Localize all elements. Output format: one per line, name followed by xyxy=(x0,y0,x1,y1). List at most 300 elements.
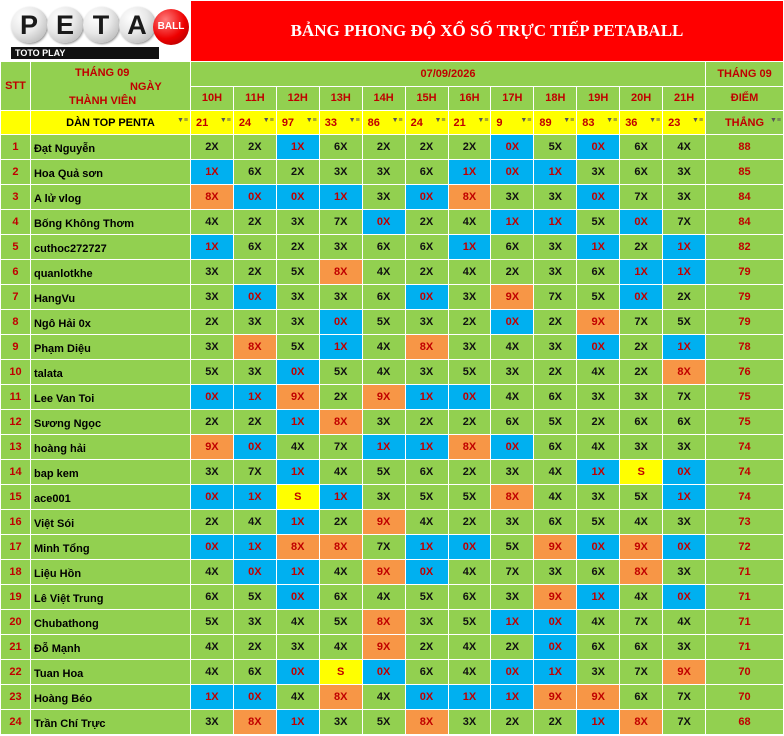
row-number: 4 xyxy=(1,210,31,235)
member-name: HangVu xyxy=(30,285,190,310)
result-cell: 2X xyxy=(362,135,405,160)
result-cell: S xyxy=(620,460,663,485)
member-row xyxy=(1,285,784,310)
score-value: 79 xyxy=(706,260,784,285)
result-cell: 2X xyxy=(534,360,577,385)
result-cell: 0X xyxy=(405,685,448,710)
result-cell: 4X xyxy=(663,135,706,160)
result-cell: 6X xyxy=(534,510,577,535)
score-value: 71 xyxy=(706,635,784,660)
result-cell: 2X xyxy=(233,260,276,285)
result-cell: 5X xyxy=(405,585,448,610)
member-name: A lử vlog xyxy=(30,185,190,210)
top-number: 36 xyxy=(625,116,638,129)
result-cell: 7X xyxy=(620,310,663,335)
result-cell: 9X xyxy=(534,685,577,710)
filter-dropdown-icon[interactable]: ▼≡ xyxy=(563,117,575,124)
result-cell: 0X xyxy=(577,185,620,210)
result-cell: 4X xyxy=(448,660,491,685)
result-cell: 9X xyxy=(534,535,577,560)
hour-header: 13H xyxy=(319,86,362,111)
filter-dropdown-icon[interactable]: ▼≡ xyxy=(434,117,446,124)
result-cell: 9X xyxy=(491,285,534,310)
result-cell: 3X xyxy=(448,335,491,360)
result-cell: 7X xyxy=(663,710,706,735)
result-cell: 3X xyxy=(233,360,276,385)
result-cell: 9X xyxy=(362,385,405,410)
row-number: 24 xyxy=(1,710,31,735)
filter-dropdown-icon[interactable]: ▼≡ xyxy=(176,117,188,124)
result-cell: 5X xyxy=(448,360,491,385)
member-name: Hoàng Béo xyxy=(30,685,190,710)
result-cell: 0X xyxy=(663,535,706,560)
result-cell: 7X xyxy=(319,210,362,235)
logo-letter: T xyxy=(83,7,119,43)
member-row xyxy=(1,185,784,210)
result-cell: 0X xyxy=(491,310,534,335)
score-value: 88 xyxy=(706,135,784,160)
peta-logo xyxy=(1,1,187,61)
result-cell: 9X xyxy=(362,510,405,535)
result-cell: 2X xyxy=(190,510,233,535)
result-cell: 3X xyxy=(190,460,233,485)
logo-letter: A xyxy=(119,7,155,43)
result-cell: 2X xyxy=(620,335,663,360)
top-number-filter[interactable] xyxy=(577,111,620,135)
row-number: 15 xyxy=(1,485,31,510)
result-cell: 5X xyxy=(319,610,362,635)
result-cell: 0X xyxy=(534,610,577,635)
result-cell: 1X xyxy=(534,210,577,235)
result-cell: 0X xyxy=(491,135,534,160)
hour-header: 14H xyxy=(362,86,405,111)
result-cell: 5X xyxy=(190,360,233,385)
result-cell: 0X xyxy=(233,685,276,710)
result-cell: 2X xyxy=(491,635,534,660)
row-number: 23 xyxy=(1,685,31,710)
top-number-filter[interactable] xyxy=(405,111,448,135)
result-cell: 1X xyxy=(405,385,448,410)
result-cell: 6X xyxy=(319,585,362,610)
result-cell: 7X xyxy=(319,435,362,460)
result-cell: 9X xyxy=(276,385,319,410)
result-cell: 2X xyxy=(233,635,276,660)
result-cell: 4X xyxy=(362,685,405,710)
top-number: 9 xyxy=(496,116,503,129)
score-value: 71 xyxy=(706,585,784,610)
result-cell: 1X xyxy=(577,235,620,260)
result-cell: 5X xyxy=(405,485,448,510)
result-cell: 4X xyxy=(448,260,491,285)
top-number: 24 xyxy=(238,116,252,129)
result-cell: 0X xyxy=(534,635,577,660)
result-cell: 0X xyxy=(233,185,276,210)
hour-header: 20H xyxy=(620,86,663,111)
score-value: 74 xyxy=(706,435,784,460)
result-cell: 5X xyxy=(233,585,276,610)
result-cell: 4X xyxy=(663,610,706,635)
member-name: cuthoc272727 xyxy=(30,235,190,260)
filter-dropdown-icon[interactable]: ▼≡ xyxy=(649,117,661,124)
score-value: 73 xyxy=(706,510,784,535)
result-cell: 3X xyxy=(663,560,706,585)
result-cell: 6X xyxy=(491,235,534,260)
result-cell: 3X xyxy=(577,485,620,510)
top-number-filter[interactable] xyxy=(319,111,362,135)
result-cell: 1X xyxy=(663,485,706,510)
result-cell: 1X xyxy=(190,235,233,260)
top-number-filter[interactable] xyxy=(663,111,706,135)
result-cell: 1X xyxy=(663,235,706,260)
member-name: hoàng hải xyxy=(30,435,190,460)
filter-dropdown-icon[interactable]: ▼≡ xyxy=(520,117,532,124)
result-cell: 1X xyxy=(534,160,577,185)
score-value: 79 xyxy=(706,285,784,310)
result-cell: 9X xyxy=(577,685,620,710)
row-number: 19 xyxy=(1,585,31,610)
result-cell: 0X xyxy=(190,485,233,510)
row-number: 6 xyxy=(1,260,31,285)
result-cell: 4X xyxy=(362,360,405,385)
result-cell: 1X xyxy=(319,335,362,360)
result-cell: 6X xyxy=(233,160,276,185)
score-value: 76 xyxy=(706,360,784,385)
result-cell: 2X xyxy=(663,285,706,310)
member-name: Việt Sói xyxy=(30,510,190,535)
result-cell: 5X xyxy=(534,410,577,435)
result-cell: 4X xyxy=(534,460,577,485)
member-row xyxy=(1,260,784,285)
result-cell: 3X xyxy=(663,435,706,460)
result-cell: 6X xyxy=(491,410,534,435)
hour-header: 19H xyxy=(577,86,620,111)
score-value: 85 xyxy=(706,160,784,185)
row-number: 13 xyxy=(1,435,31,460)
score-value: 71 xyxy=(706,560,784,585)
result-cell: 1X xyxy=(190,160,233,185)
result-cell: 3X xyxy=(190,710,233,735)
win-label: THẮNG xyxy=(724,116,765,129)
member-row xyxy=(1,535,784,560)
hour-header: 17H xyxy=(491,86,534,111)
member-name: Minh Tổng xyxy=(30,535,190,560)
result-cell: 6X xyxy=(620,685,663,710)
member-row xyxy=(1,660,784,685)
result-cell: 0X xyxy=(577,535,620,560)
result-cell: 2X xyxy=(577,410,620,435)
member-row xyxy=(1,685,784,710)
result-cell: 3X xyxy=(319,235,362,260)
result-cell: 6X xyxy=(620,160,663,185)
result-cell: 0X xyxy=(448,535,491,560)
score-value: 70 xyxy=(706,685,784,710)
result-cell: 3X xyxy=(534,335,577,360)
top-number: 97 xyxy=(281,116,295,129)
result-cell: 6X xyxy=(577,560,620,585)
result-cell: 7X xyxy=(491,560,534,585)
result-cell: 8X xyxy=(319,260,362,285)
member-name: Tuan Hoa xyxy=(30,660,190,685)
result-cell: 2X xyxy=(405,135,448,160)
result-cell: 1X xyxy=(448,685,491,710)
score-value: 75 xyxy=(706,410,784,435)
result-cell: 1X xyxy=(405,435,448,460)
result-cell: 9X xyxy=(362,560,405,585)
score-header: ĐIỂM xyxy=(706,86,784,111)
member-row xyxy=(1,310,784,335)
result-cell: 6X xyxy=(405,160,448,185)
result-cell: 1X xyxy=(276,710,319,735)
top-number: 21 xyxy=(453,116,466,129)
result-cell: 1X xyxy=(448,235,491,260)
result-cell: 0X xyxy=(276,185,319,210)
result-cell: 1X xyxy=(534,660,577,685)
top-penta-filter[interactable] xyxy=(30,111,190,135)
result-cell: 3X xyxy=(491,585,534,610)
result-cell: 4X xyxy=(190,660,233,685)
filter-dropdown-icon[interactable]: ▼≡ xyxy=(606,117,618,124)
filter-dropdown-icon[interactable]: ▼≡ xyxy=(769,117,781,124)
result-cell: 3X xyxy=(491,185,534,210)
result-cell: 5X xyxy=(276,335,319,360)
result-cell: 3X xyxy=(448,285,491,310)
result-cell: 6X xyxy=(534,385,577,410)
result-cell: 0X xyxy=(233,285,276,310)
row-number: 8 xyxy=(1,310,31,335)
result-cell: 3X xyxy=(577,160,620,185)
result-cell: 8X xyxy=(405,710,448,735)
win-filter[interactable] xyxy=(706,111,784,135)
member-row xyxy=(1,610,784,635)
result-cell: 2X xyxy=(233,210,276,235)
member-name: Bống Không Thơm xyxy=(30,210,190,235)
result-cell: 1X xyxy=(448,160,491,185)
result-cell: 4X xyxy=(233,510,276,535)
result-cell: 0X xyxy=(233,560,276,585)
top-number-filter[interactable] xyxy=(362,111,405,135)
result-cell: 4X xyxy=(190,210,233,235)
top-number-filter[interactable] xyxy=(491,111,534,135)
result-cell: 3X xyxy=(620,385,663,410)
result-cell: 3X xyxy=(362,185,405,210)
top-number-filter[interactable] xyxy=(620,111,663,135)
top-number: 21 xyxy=(195,116,209,129)
result-cell: 2X xyxy=(405,260,448,285)
result-cell: 4X xyxy=(190,635,233,660)
top-number-filter[interactable] xyxy=(448,111,491,135)
result-cell: 3X xyxy=(190,335,233,360)
result-cell: 1X xyxy=(405,535,448,560)
logo-ball-icon: BALL xyxy=(153,9,189,45)
member-row xyxy=(1,360,784,385)
result-cell: 0X xyxy=(405,185,448,210)
result-cell: 8X xyxy=(362,610,405,635)
result-cell: 6X xyxy=(233,660,276,685)
row-number: 7 xyxy=(1,285,31,310)
row-number: 14 xyxy=(1,460,31,485)
result-cell: 2X xyxy=(448,410,491,435)
member-name: Hoa Quả sơn xyxy=(30,160,190,185)
result-cell: 1X xyxy=(491,685,534,710)
result-cell: 8X xyxy=(276,535,319,560)
result-cell: 3X xyxy=(233,310,276,335)
score-value: 74 xyxy=(706,460,784,485)
filter-dropdown-icon[interactable]: ▼≡ xyxy=(262,117,274,124)
result-cell: 9X xyxy=(534,585,577,610)
result-cell: 4X xyxy=(362,585,405,610)
result-cell: 0X xyxy=(491,435,534,460)
result-cell: 2X xyxy=(448,310,491,335)
result-cell: 0X xyxy=(663,460,706,485)
result-cell: 2X xyxy=(233,135,276,160)
hour-header: 18H xyxy=(534,86,577,111)
member-row xyxy=(1,410,784,435)
result-cell: 4X xyxy=(276,685,319,710)
top-number-filter[interactable] xyxy=(233,111,276,135)
result-cell: 5X xyxy=(190,610,233,635)
result-cell: 1X xyxy=(233,485,276,510)
result-cell: 1X xyxy=(276,460,319,485)
result-cell: 6X xyxy=(577,260,620,285)
result-cell: 5X xyxy=(577,210,620,235)
result-cell: 1X xyxy=(362,435,405,460)
logo-letter: P xyxy=(11,7,47,43)
top-number: 83 xyxy=(582,116,595,129)
hour-header: 16H xyxy=(448,86,491,111)
result-cell: 1X xyxy=(663,335,706,360)
result-cell: 6X xyxy=(190,585,233,610)
result-cell: 0X xyxy=(190,535,233,560)
result-cell: 2X xyxy=(534,310,577,335)
filter-dropdown-icon[interactable]: ▼≡ xyxy=(305,117,317,124)
member-name: Trần Chí Trực xyxy=(30,710,190,735)
result-cell: 6X xyxy=(405,235,448,260)
result-cell: 2X xyxy=(319,510,362,535)
result-cell: 5X xyxy=(620,485,663,510)
result-cell: 8X xyxy=(491,485,534,510)
row-number: 20 xyxy=(1,610,31,635)
member-row xyxy=(1,560,784,585)
result-cell: 3X xyxy=(491,360,534,385)
result-cell: 2X xyxy=(276,235,319,260)
member-name: Ngô Hải 0x xyxy=(30,310,190,335)
result-cell: 2X xyxy=(448,460,491,485)
result-cell: 8X xyxy=(190,185,233,210)
result-cell: 6X xyxy=(233,235,276,260)
result-cell: 2X xyxy=(319,385,362,410)
result-cell: 4X xyxy=(577,610,620,635)
result-cell: 3X xyxy=(362,160,405,185)
top-row-blank xyxy=(1,111,31,135)
result-cell: 4X xyxy=(448,635,491,660)
result-cell: 3X xyxy=(405,610,448,635)
logo-letter: E xyxy=(47,7,83,43)
result-cell: 7X xyxy=(233,460,276,485)
score-value: 79 xyxy=(706,310,784,335)
stt-header: STT xyxy=(1,62,31,111)
member-row xyxy=(1,160,784,185)
result-cell: 9X xyxy=(620,535,663,560)
result-cell: 3X xyxy=(491,510,534,535)
filter-dropdown-icon[interactable]: ▼≡ xyxy=(348,117,360,124)
month-left-label: THÁNG 09 xyxy=(74,67,130,79)
result-cell: 4X xyxy=(620,510,663,535)
result-cell: 0X xyxy=(362,660,405,685)
result-cell: 6X xyxy=(534,435,577,460)
top-penta-label: DÀN TOP PENTA xyxy=(66,116,155,129)
result-cell: 0X xyxy=(577,135,620,160)
result-cell: 1X xyxy=(276,510,319,535)
result-cell: 1X xyxy=(276,410,319,435)
result-cell: 0X xyxy=(491,160,534,185)
result-cell: 3X xyxy=(319,710,362,735)
result-cell: 2X xyxy=(233,410,276,435)
result-cell: 3X xyxy=(405,360,448,385)
row-number: 5 xyxy=(1,235,31,260)
score-value: 78 xyxy=(706,335,784,360)
result-cell: 3X xyxy=(534,560,577,585)
result-cell: 9X xyxy=(362,635,405,660)
result-cell: 4X xyxy=(491,335,534,360)
result-cell: 8X xyxy=(620,560,663,585)
filter-dropdown-icon[interactable]: ▼≡ xyxy=(477,117,489,124)
result-cell: 6X xyxy=(405,460,448,485)
result-cell: 1X xyxy=(491,610,534,635)
result-cell: 0X xyxy=(405,285,448,310)
result-cell: 2X xyxy=(405,635,448,660)
top-number-filter[interactable] xyxy=(276,111,319,135)
result-cell: 6X xyxy=(448,585,491,610)
result-cell: 0X xyxy=(276,585,319,610)
score-value: 84 xyxy=(706,185,784,210)
result-cell: 7X xyxy=(663,385,706,410)
result-cell: 5X xyxy=(276,260,319,285)
filter-dropdown-icon[interactable]: ▼≡ xyxy=(391,117,403,124)
top-number-filter[interactable] xyxy=(534,111,577,135)
row-number: 22 xyxy=(1,660,31,685)
result-cell: 0X xyxy=(276,660,319,685)
result-cell: 4X xyxy=(405,510,448,535)
member-name: bap kem xyxy=(30,460,190,485)
top-number: 86 xyxy=(367,116,380,129)
result-cell: 9X xyxy=(663,660,706,685)
member-name: ace001 xyxy=(30,485,190,510)
result-cell: 1X xyxy=(577,460,620,485)
result-cell: 4X xyxy=(319,460,362,485)
member-row xyxy=(1,335,784,360)
result-cell: 8X xyxy=(448,435,491,460)
day-label: NGÀY xyxy=(129,81,162,93)
row-number: 9 xyxy=(1,335,31,360)
result-cell: 3X xyxy=(276,635,319,660)
filter-dropdown-icon[interactable]: ▼≡ xyxy=(692,117,704,124)
hour-header: 10H xyxy=(190,86,233,111)
top-number: 24 xyxy=(410,116,423,129)
hour-header: 12H xyxy=(276,86,319,111)
result-cell: 4X xyxy=(577,360,620,385)
result-cell: 3X xyxy=(577,660,620,685)
result-cell: 3X xyxy=(319,285,362,310)
result-cell: 3X xyxy=(620,435,663,460)
page-title: BẢNG PHONG ĐỘ XỔ SỐ TRỰC TIẾP PETABALL xyxy=(190,1,783,62)
member-name: Lê Việt Trung xyxy=(30,585,190,610)
date-header: 07/09/2026 xyxy=(190,62,705,87)
top-number-filter[interactable] xyxy=(190,111,233,135)
filter-dropdown-icon[interactable]: ▼≡ xyxy=(219,117,231,124)
result-cell: 0X xyxy=(491,660,534,685)
result-cell: 6X xyxy=(577,635,620,660)
result-cell: 6X xyxy=(620,135,663,160)
